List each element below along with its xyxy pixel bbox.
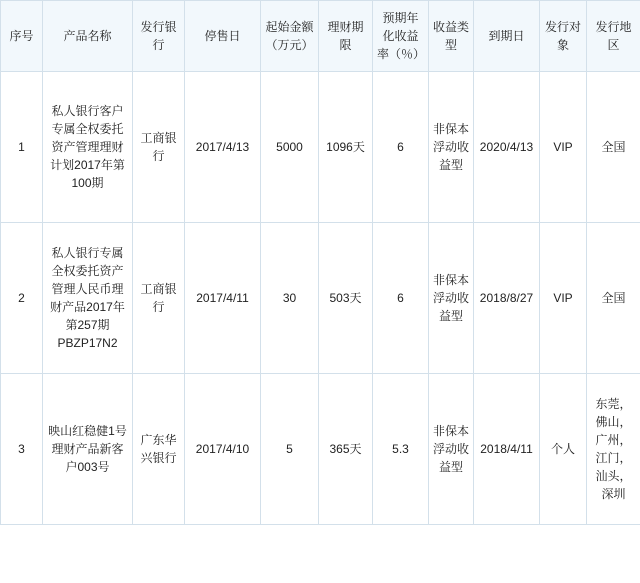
table-body: [1, 72, 640, 525]
cell-term: 1096天: [319, 72, 373, 223]
cell-expected-yield: 6: [373, 223, 429, 374]
cell-target: VIP: [540, 72, 587, 223]
cell-start-amount: 5000: [261, 72, 319, 223]
cell-product-name: 私人银行客户专属全权委托资产管理理财计划2017年第100期: [43, 72, 133, 223]
cell-index: 3: [1, 374, 43, 525]
cell-index: 2: [1, 223, 43, 374]
cell-bank: 工商银行: [133, 223, 185, 374]
cell-bank: 广东华兴银行: [133, 374, 185, 525]
column-header-term: 理财期限: [319, 1, 373, 72]
cell-yield-type: 非保本浮动收益型: [429, 223, 474, 374]
cell-product-name: 映山红稳健1号理财产品新客户003号: [43, 374, 133, 525]
table-header: [1, 1, 640, 72]
cell-region: 东莞，佛山，广州，江门，汕头，深圳: [587, 374, 640, 525]
column-header-bank: 发行银行: [133, 1, 185, 72]
column-header-region: 发行地区: [587, 1, 640, 72]
column-header-product-name: 产品名称: [43, 1, 133, 72]
column-header-expected-yield: 预期年化收益率（％）: [373, 1, 429, 72]
column-header-sale-end-date: 停售日: [185, 1, 261, 72]
cell-target: VIP: [540, 223, 587, 374]
cell-sale-end-date: 2017/4/13: [185, 72, 261, 223]
column-header-maturity-date: 到期日: [474, 1, 540, 72]
cell-product-name: 私人银行专属全权委托资产管理人民币理财产品2017年第257期PBZP17N2: [43, 223, 133, 374]
column-header-target: 发行对象: [540, 1, 587, 72]
column-header-yield-type: 收益类型: [429, 1, 474, 72]
table-row: [1, 223, 640, 374]
cell-expected-yield: 6: [373, 72, 429, 223]
table-row: [1, 72, 640, 223]
cell-expected-yield: 5.3: [373, 374, 429, 525]
cell-sale-end-date: 2017/4/10: [185, 374, 261, 525]
cell-start-amount: 30: [261, 223, 319, 374]
table-header-row: [1, 1, 640, 72]
cell-region: 全国: [587, 72, 640, 223]
cell-sale-end-date: 2017/4/11: [185, 223, 261, 374]
cell-maturity-date: 2020/4/13: [474, 72, 540, 223]
cell-target: 个人: [540, 374, 587, 525]
cell-region: 全国: [587, 223, 640, 374]
column-header-index: 序号: [1, 1, 43, 72]
cell-start-amount: 5: [261, 374, 319, 525]
cell-yield-type: 非保本浮动收益型: [429, 374, 474, 525]
column-header-start-amount: 起始金额（万元）: [261, 1, 319, 72]
cell-index: 1: [1, 72, 43, 223]
cell-maturity-date: 2018/4/11: [474, 374, 540, 525]
cell-bank: 工商银行: [133, 72, 185, 223]
table-row: [1, 374, 640, 525]
cell-term: 365天: [319, 374, 373, 525]
cell-term: 503天: [319, 223, 373, 374]
cell-maturity-date: 2018/8/27: [474, 223, 540, 374]
cell-yield-type: 非保本浮动收益型: [429, 72, 474, 223]
